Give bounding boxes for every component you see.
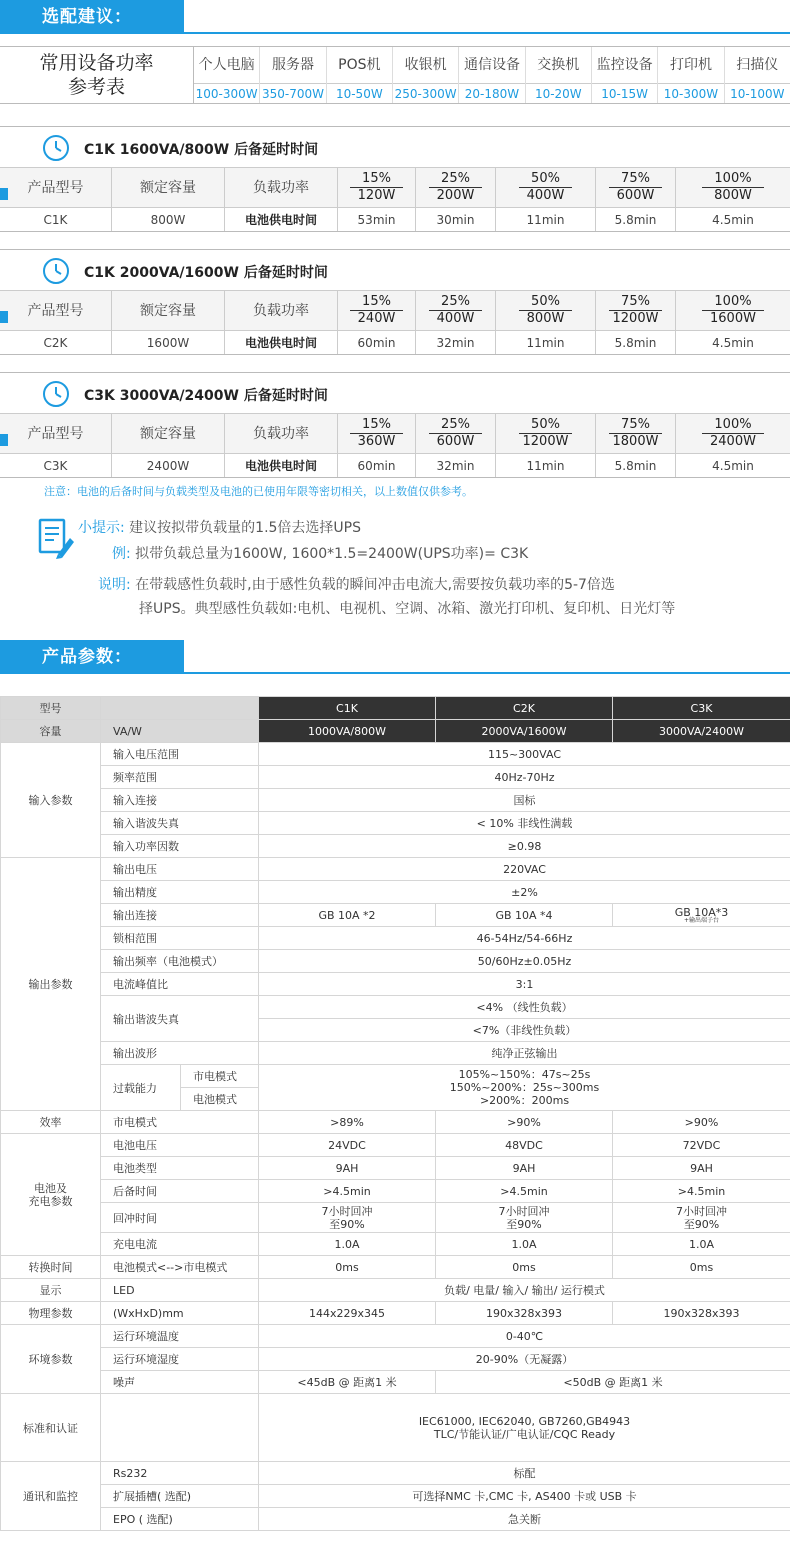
backup-block bbox=[0, 372, 790, 478]
reference-item bbox=[327, 47, 393, 103]
table-row: 输出频率（电池模式） 50/60Hz±0.05Hz bbox=[1, 950, 790, 973]
section-divider bbox=[0, 32, 790, 34]
backup-note: 注意：电池的后备时间与负载类型及电池的已使用年限等密切相关，以上数值仅供参考。 bbox=[44, 485, 473, 498]
backup-header-row: 产品型号 额定容量 负载功率 $\frac{15\%}{360W}$ $\frac{25\%}{600W}$ $\frac{50\%}{1200W}$ $\frac{75\%}{1800W}$ $\frac{100\%}{2400W}$ bbox=[0, 414, 790, 454]
example-line: 例: 拟带负载总量为1600W, 1600*1.5=2400W(UPS功率)= C3K bbox=[112, 546, 529, 562]
section-header-recommend: 选配建议： bbox=[0, 0, 184, 34]
backup-header-row: 产品型号 额定容量 负载功率 $\frac{15\%}{240W}$ $\frac{25\%}{400W}$ $\frac{50\%}{800W}$ $\frac{75\%}{1200W}$ $\frac{100\%}{1600W}$ bbox=[0, 291, 790, 331]
table-row: 物理参数 (WxHxD)mm 144x229x345 190x328x393 190x328x393 bbox=[1, 1302, 790, 1325]
clock-icon bbox=[42, 380, 70, 408]
table-row: 充电电流 1.0A 1.0A 1.0A bbox=[1, 1233, 790, 1256]
device-name: 收银机 bbox=[404, 57, 447, 73]
product-params-table bbox=[0, 696, 790, 1531]
document-edit-icon bbox=[36, 516, 76, 560]
backup-block-title: C1K 2000VA/1600W 后备延时时间 bbox=[84, 265, 328, 281]
device-power: 10-300W bbox=[658, 83, 723, 103]
reference-item bbox=[459, 47, 525, 103]
table-row: 标准和认证 IEC61000, IEC62040, GB7260,GB4943 TLC/节能认证/广电认证/CQC Ready bbox=[1, 1394, 790, 1462]
table-row: 输出谐波失真 <4% （线性负载） bbox=[1, 996, 790, 1019]
tip-line: 小提示: 建议按拟带负载量的1.5倍去选择UPS bbox=[78, 520, 362, 536]
clock-icon bbox=[42, 134, 70, 162]
device-power: 10-20W bbox=[526, 83, 591, 103]
backup-block-header bbox=[0, 249, 790, 291]
section-header-params: 产品参数： bbox=[0, 640, 184, 674]
device-name: 个人电脑 bbox=[198, 57, 255, 73]
table-row: 输入谐波失真 < 10% 非线性满载 bbox=[1, 812, 790, 835]
table-row: 频率范围 40Hz-70Hz bbox=[1, 766, 790, 789]
backup-block-header bbox=[0, 372, 790, 414]
reference-title: 常用设备功率 参考表 bbox=[0, 47, 194, 103]
table-row: 锁相范围 46-54Hz/54-66Hz bbox=[1, 927, 790, 950]
backup-data-row: C1K 800W 电池供电时间 53min 30min 11min 5.8min 4.5min bbox=[0, 208, 790, 232]
device-power: 10-50W bbox=[327, 83, 392, 103]
backup-block-title: C3K 3000VA/2400W 后备延时时间 bbox=[84, 388, 328, 404]
device-name: POS机 bbox=[338, 57, 381, 73]
reference-item bbox=[393, 47, 459, 103]
device-name: 通信设备 bbox=[463, 57, 520, 73]
reference-item bbox=[725, 47, 790, 103]
table-row: 电池类型 9AH 9AH 9AH bbox=[1, 1157, 790, 1180]
table-row: 输入参数 输入电压范围 115~300VAC bbox=[1, 743, 790, 766]
table-row: 环境参数 运行环境温度 0-40℃ bbox=[1, 1325, 790, 1348]
device-power: 350-700W bbox=[260, 83, 325, 103]
table-row: 输入连接 国标 bbox=[1, 789, 790, 812]
table-row: 运行环境湿度 20-90%（无凝露） bbox=[1, 1348, 790, 1371]
device-power: 10-15W bbox=[592, 83, 657, 103]
device-power: 100-300W bbox=[194, 83, 259, 103]
table-row: 后备时间 >4.5min >4.5min >4.5min bbox=[1, 1180, 790, 1203]
table-row: 电池模式 bbox=[1, 1088, 790, 1111]
description-line-2: 择UPS。典型感性负载如:电机、电视机、空调、冰箱、激光打印机、复印机、日光灯等 bbox=[139, 601, 676, 617]
table-row: 容量 VA/W 1000VA/800W 2000VA/1600W 3000VA/2400W bbox=[1, 720, 790, 743]
section-divider bbox=[0, 672, 790, 674]
backup-header-row: 产品型号 额定容量 负载功率 $\frac{15\%}{120W}$ $\frac{25\%}{200W}$ $\frac{50\%}{400W}$ $\frac{75\%}{600W}$ $\frac{100\%}{800W}$ bbox=[0, 168, 790, 208]
device-name: 打印机 bbox=[669, 57, 712, 73]
backup-data-row: C2K 1600W 电池供电时间 60min 32min 11min 5.8min 4.5min bbox=[0, 331, 790, 355]
table-row: 输出参数 输出电压 220VAC bbox=[1, 858, 790, 881]
reference-item bbox=[658, 47, 724, 103]
backup-block bbox=[0, 249, 790, 355]
device-name: 监控设备 bbox=[596, 57, 653, 73]
table-row: EPO ( 选配) 急关断 bbox=[1, 1508, 790, 1531]
table-row: 输出波形 纯净正弦输出 bbox=[1, 1042, 790, 1065]
table-row: 输出连接 GB 10A *2 GB 10A *4 GB 10A*3 +输出端子台 bbox=[1, 904, 790, 927]
table-row: 输入功率因数 ≥0.98 bbox=[1, 835, 790, 858]
table-row: 显示 LED 负载/ 电量/ 输入/ 输出/ 运行模式 bbox=[1, 1279, 790, 1302]
table-row: 转换时间 电池模式<-->市电模式 0ms 0ms 0ms bbox=[1, 1256, 790, 1279]
reference-item bbox=[194, 47, 260, 103]
reference-item bbox=[592, 47, 658, 103]
backup-data-row: C3K 2400W 电池供电时间 60min 32min 11min 5.8min 4.5min bbox=[0, 454, 790, 478]
device-name: 交换机 bbox=[537, 57, 580, 73]
table-row: 电池及 充电参数 电池电压 24VDC 48VDC 72VDC bbox=[1, 1134, 790, 1157]
backup-block-title: C1K 1600VA/800W 后备延时时间 bbox=[84, 142, 319, 158]
reference-item bbox=[260, 47, 326, 103]
reference-item bbox=[526, 47, 592, 103]
table-row: 过载能力 市电模式 105%~150%：47s~25s 150%~200%：25s~300ms >200%：200ms bbox=[1, 1065, 790, 1088]
device-name: 扫描仪 bbox=[736, 57, 779, 73]
backup-block-header bbox=[0, 126, 790, 168]
backup-block bbox=[0, 126, 790, 232]
table-row: 噪声 <45dB @ 距离1 米 <50dB @ 距离1 米 bbox=[1, 1371, 790, 1394]
table-row: 回冲时间 7小时回冲 至90% 7小时回冲 至90% 7小时回冲 至90% bbox=[1, 1203, 790, 1233]
device-power: 10-100W bbox=[725, 83, 790, 103]
device-name: 服务器 bbox=[271, 57, 314, 73]
power-reference-table bbox=[0, 46, 790, 104]
table-row: 效率 市电模式 >89% >90% >90% bbox=[1, 1111, 790, 1134]
table-row: 输出精度 ±2% bbox=[1, 881, 790, 904]
table-row: <7%（非线性负载） bbox=[1, 1019, 790, 1042]
table-row: 电流峰值比 3:1 bbox=[1, 973, 790, 996]
table-row: 通讯和监控 Rs232 标配 bbox=[1, 1462, 790, 1485]
table-row: 扩展插槽( 选配) 可选择NMC 卡,CMC 卡, AS400 卡或 USB 卡 bbox=[1, 1485, 790, 1508]
reference-cells bbox=[194, 47, 790, 103]
device-power: 20-180W bbox=[459, 83, 524, 103]
clock-icon bbox=[42, 257, 70, 285]
description-line-1: 说明: 在带载感性负载时,由于感性负载的瞬间冲击电流大,需要按负载功率的5-7倍选 bbox=[98, 577, 615, 593]
device-power: 250-300W bbox=[393, 83, 458, 103]
table-row: 型号 C1K C2K C3K bbox=[1, 697, 790, 720]
